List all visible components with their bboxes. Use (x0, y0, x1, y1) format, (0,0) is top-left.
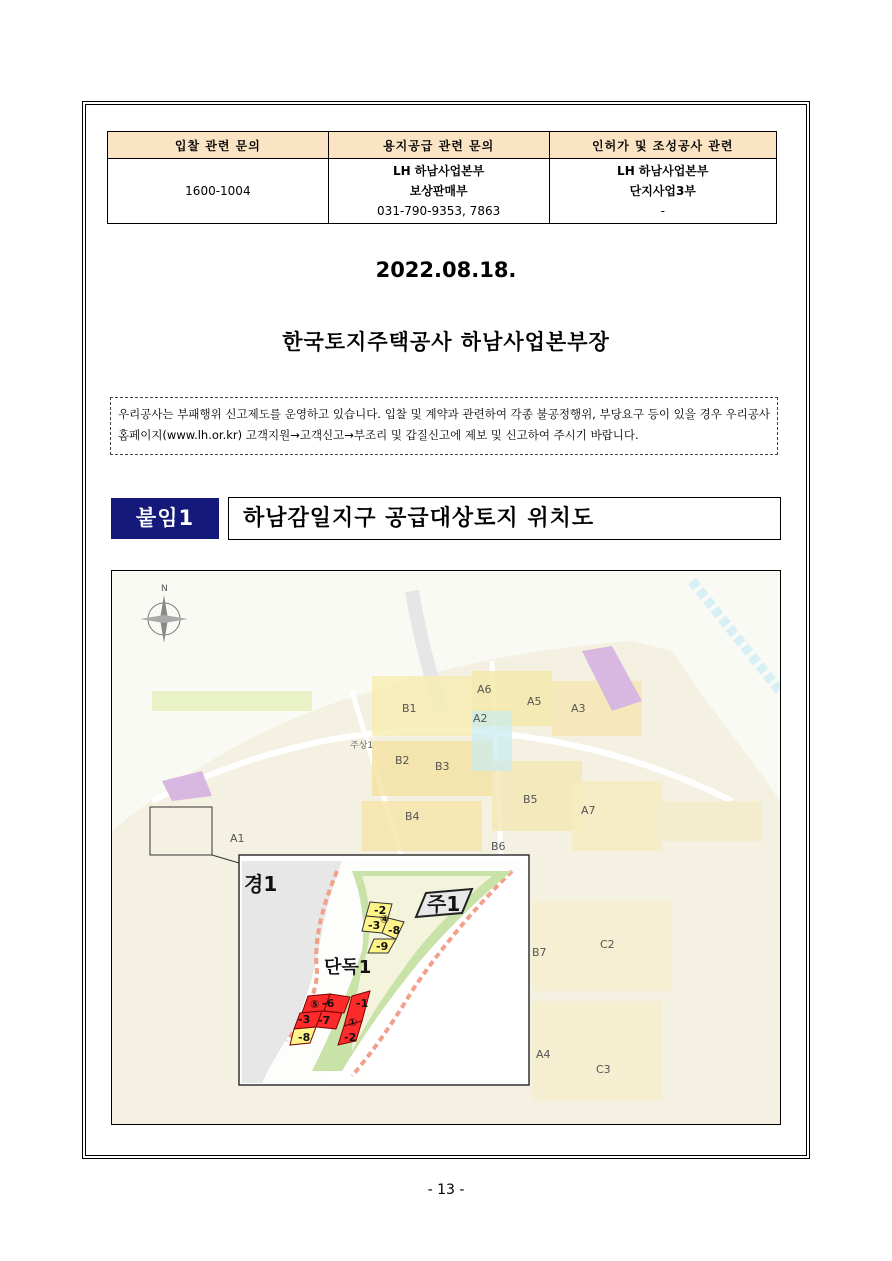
block-A4: A4 (536, 1048, 551, 1061)
page-number: - 13 - (427, 1182, 465, 1198)
notice-date: 2022.08.18. (375, 258, 517, 282)
inset-label-ju1: 주1 (427, 892, 461, 916)
block-A2: A2 (473, 712, 488, 725)
permit-dept: 단지사업3부 (629, 184, 696, 198)
red-lot-2b: -2 (344, 1031, 357, 1044)
block-A5: A5 (527, 695, 542, 708)
permit-contact (549, 159, 776, 224)
red-lot-8: -8 (298, 1031, 311, 1044)
header-supply: 용지공급 관련 문의 (328, 132, 549, 159)
supply-dept: 보상판매부 (409, 184, 468, 198)
inset-map (239, 855, 529, 1085)
map-svg (112, 571, 780, 1124)
attachment-tag: 붙임1 (111, 498, 219, 539)
block-C2: C2 (600, 938, 615, 951)
yellow-lot-3: -3 (368, 919, 381, 932)
block-B5: B5 (523, 793, 538, 806)
permit-phone: - (660, 204, 665, 218)
block-C3: C3 (596, 1063, 611, 1076)
red-lot-circle5: ⑤ (310, 998, 320, 1011)
supply-phone: 031-790-9353, 7863 (377, 204, 501, 218)
red-lot-7: -7 (318, 1014, 331, 1027)
yellow-lot-9: -9 (376, 940, 389, 953)
block-B1: B1 (402, 702, 417, 715)
red-lot-3: -3 (298, 1013, 311, 1026)
yellow-lot-circle4: ④ (380, 913, 390, 926)
bid-phone: 1600-1004 (108, 159, 329, 224)
red-lot-1: -1 (356, 997, 369, 1010)
yellow-lot-2: -2 (374, 904, 387, 917)
block-A7: A7 (581, 804, 596, 817)
block-jusang1: 주상1 (350, 741, 374, 751)
block-B2: B2 (395, 754, 410, 767)
inset-label-dandok1: 단독1 (324, 957, 372, 978)
block-A1: A1 (230, 832, 245, 845)
attachment-title: 하남감일지구 공급대상토지 위치도 (228, 497, 781, 540)
contact-table (107, 131, 777, 224)
red-lot-6: -6 (322, 997, 335, 1010)
anti-corruption-notice: 우리공사는 부패행위 신고제도를 운영하고 있습니다. 입찰 및 계약과 관련하여 각종 불공정행위, 부당요구 등이 있을 경우 우리공사 홈페이지(www.lh.or.kr) 고객지원→고객신고→부조리 및 갑질신고에 제보 및 신고하여 주시기 바랍니다. (110, 397, 778, 455)
location-map (111, 570, 781, 1125)
block-B6: B6 (491, 840, 506, 853)
compass-label: N (161, 584, 168, 594)
issuer-name: 한국토지주택공사 하남사업본부장 (282, 330, 610, 354)
block-A3: A3 (571, 702, 586, 715)
block-A6: A6 (477, 683, 492, 696)
block-B3: B3 (435, 760, 450, 773)
header-permit: 인허가 및 조성공사 관련 (549, 132, 776, 159)
supply-org: LH 하남사업본부 (392, 164, 485, 178)
block-B7: B7 (532, 946, 547, 959)
permit-org: LH 하남사업본부 (617, 164, 709, 178)
red-lot-circle1: ① (348, 1016, 358, 1029)
block-B4: B4 (405, 810, 420, 823)
inset-label-gyeong1: 경1 (244, 872, 278, 896)
yellow-lot-8: -8 (388, 924, 401, 937)
header-bid: 입찰 관련 문의 (108, 132, 329, 159)
supply-contact (328, 159, 549, 224)
